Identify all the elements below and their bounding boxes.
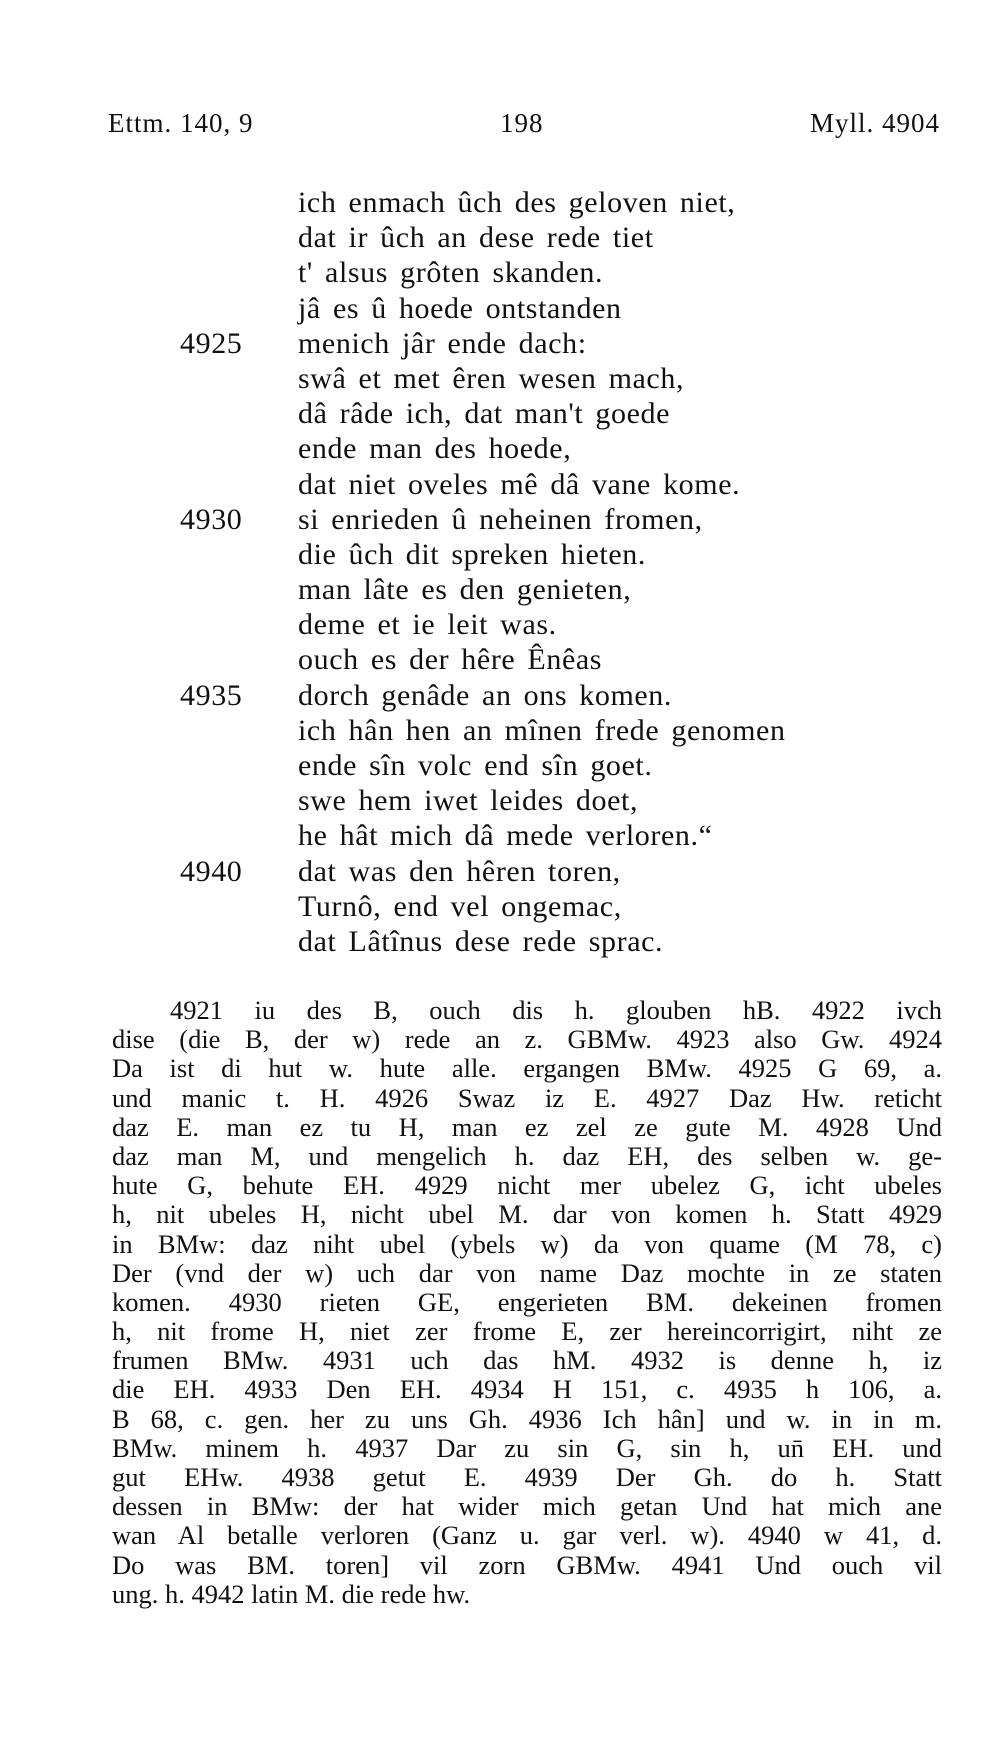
verse-text: menich jâr ende dach: xyxy=(298,326,587,360)
apparatus-line: B 68, c. gen. her zu uns Gh. 4936 Ich hân] und w. in in m. xyxy=(112,1404,942,1434)
verse-text: swe hem iwet leides doet, xyxy=(298,784,639,818)
verse-line xyxy=(0,924,1000,959)
verse-line xyxy=(0,748,1000,783)
verse-text: die ûch dit spreken hieten. xyxy=(298,537,646,571)
verse-number: 4935 xyxy=(180,678,243,712)
apparatus-line: und manic t. H. 4926 Swaz iz E. 4927 Daz Hw. reticht xyxy=(112,1083,942,1113)
verse-text: ich enmach ûch des geloven niet, xyxy=(298,186,736,219)
apparatus-line: 4921 iu des B, ouch dis h. glouben hB. 4922 ivch xyxy=(170,996,942,1025)
verse-text: Turnô, end vel ongemac, xyxy=(298,889,622,923)
apparatus-line: daz man M, und mengelich h. daz EH, des selben w. ge- xyxy=(112,1141,942,1171)
apparatus-line: Der (vnd der w) uch dar von name Daz mochte in ze staten xyxy=(112,1258,942,1288)
apparatus-line: komen. 4930 rieten GE, engerieten BM. dekeinen fromen xyxy=(112,1287,942,1317)
verse-line xyxy=(0,467,1000,502)
verse-line xyxy=(0,642,1000,677)
verse-text: jâ es û hoede ontstanden xyxy=(298,291,622,325)
verse-line xyxy=(0,431,1000,466)
verse-line xyxy=(0,502,1000,537)
apparatus-line: Da ist di hut w. hute alle. ergangen BMw. 4925 G 69, a. xyxy=(112,1054,942,1084)
apparatus-line: h, nit ubeles H, nicht ubel M. dar von komen h. Statt 4929 xyxy=(112,1200,942,1230)
verse-line xyxy=(0,537,1000,572)
verse-line xyxy=(0,713,1000,748)
apparatus-line: gut EHw. 4938 getut E. 4939 Der Gh. do h. Statt xyxy=(112,1463,942,1492)
apparatus-line: frumen BMw. 4931 uch das hM. 4932 is denne h, iz xyxy=(112,1346,942,1376)
verse-line xyxy=(0,854,1000,889)
running-head xyxy=(108,108,940,148)
apparatus-line: dise (die B, der w) rede an z. GBMw. 4923 also Gw. 4924 xyxy=(112,1025,942,1055)
verse-line xyxy=(0,572,1000,607)
verse-line xyxy=(0,396,1000,431)
verse-text: ende man des hoede, xyxy=(298,432,572,466)
verse-text: dat was den hêren toren, xyxy=(298,854,621,888)
apparatus-line: ung. h. 4942 latin M. die rede hw. xyxy=(112,1579,471,1609)
apparatus-line: die EH. 4933 Den EH. 4934 H 151, c. 4935 h 106, a. xyxy=(112,1375,942,1405)
verse-line xyxy=(0,607,1000,642)
verse-text: t' alsus grôten skanden. xyxy=(298,256,604,290)
verse-line xyxy=(0,220,1000,255)
critical-apparatus xyxy=(112,996,942,1609)
verse-line xyxy=(0,291,1000,326)
apparatus-line: hute G, behute EH. 4929 nicht mer ubelez G, icht ubeles xyxy=(112,1171,942,1201)
verse-text: dâ râde ich, dat man't goede xyxy=(298,397,671,431)
verse-line xyxy=(0,889,1000,924)
apparatus-line: BMw. minem h. 4937 Dar zu sin G, sin h, un̄ EH. und xyxy=(112,1433,942,1463)
apparatus-line: wan Al betalle verloren (Ganz u. gar verl. w). 4940 w 41, d. xyxy=(112,1521,942,1551)
verse-line xyxy=(0,185,1000,220)
page-number: 198 xyxy=(500,108,544,138)
verse-number: 4940 xyxy=(180,854,243,888)
verse-text: ich hân hen an mînen frede genomen xyxy=(298,713,786,747)
running-head-left: Ettm. 140, 9 xyxy=(108,108,254,138)
apparatus-line: in BMw: daz niht ubel (ybels w) da von quame (M 78, c) xyxy=(112,1229,942,1259)
verse-line xyxy=(0,818,1000,853)
verse-text: man lâte es den genieten, xyxy=(298,573,632,607)
verse-number: 4925 xyxy=(180,326,243,360)
verse-text: si enrieden û neheinen fromen, xyxy=(298,502,703,536)
verse-line xyxy=(0,255,1000,290)
verse-text: dorch genâde an ons komen. xyxy=(298,678,672,712)
apparatus-line: h, nit frome H, niet zer frome E, zer hereincorrigirt, niht ze xyxy=(112,1317,942,1347)
verse-line xyxy=(0,361,1000,396)
verse-text: ende sîn volc end sîn goet. xyxy=(298,749,653,782)
verse-line xyxy=(0,326,1000,361)
verse-text: ouch es der hêre Ênêas xyxy=(298,643,603,677)
verse-text: swâ et met êren wesen mach, xyxy=(298,361,685,395)
verse-number: 4930 xyxy=(180,502,243,536)
running-head-right: Myll. 4904 xyxy=(809,108,940,138)
apparatus-line: dessen in BMw: der hat wider mich getan Und hat mich ane xyxy=(112,1492,942,1522)
verse-text: dat ir ûch an dese rede tiet xyxy=(298,221,654,255)
apparatus-line: daz E. man ez tu H, man ez zel ze gute M. 4928 Und xyxy=(112,1112,942,1142)
verse-text: deme et ie leit was. xyxy=(298,608,557,642)
verse-line xyxy=(0,783,1000,818)
apparatus-line: Do was BM. toren] vil zorn GBMw. 4941 Und ouch vil xyxy=(112,1550,942,1580)
verse-text: dat Lâtînus dese rede sprac. xyxy=(298,924,664,958)
verse-text: dat niet oveles mê dâ vane kome. xyxy=(298,467,741,501)
verse-line xyxy=(0,678,1000,713)
verse-block xyxy=(0,185,1000,959)
verse-text: he hât mich dâ mede verloren.“ xyxy=(298,819,713,853)
